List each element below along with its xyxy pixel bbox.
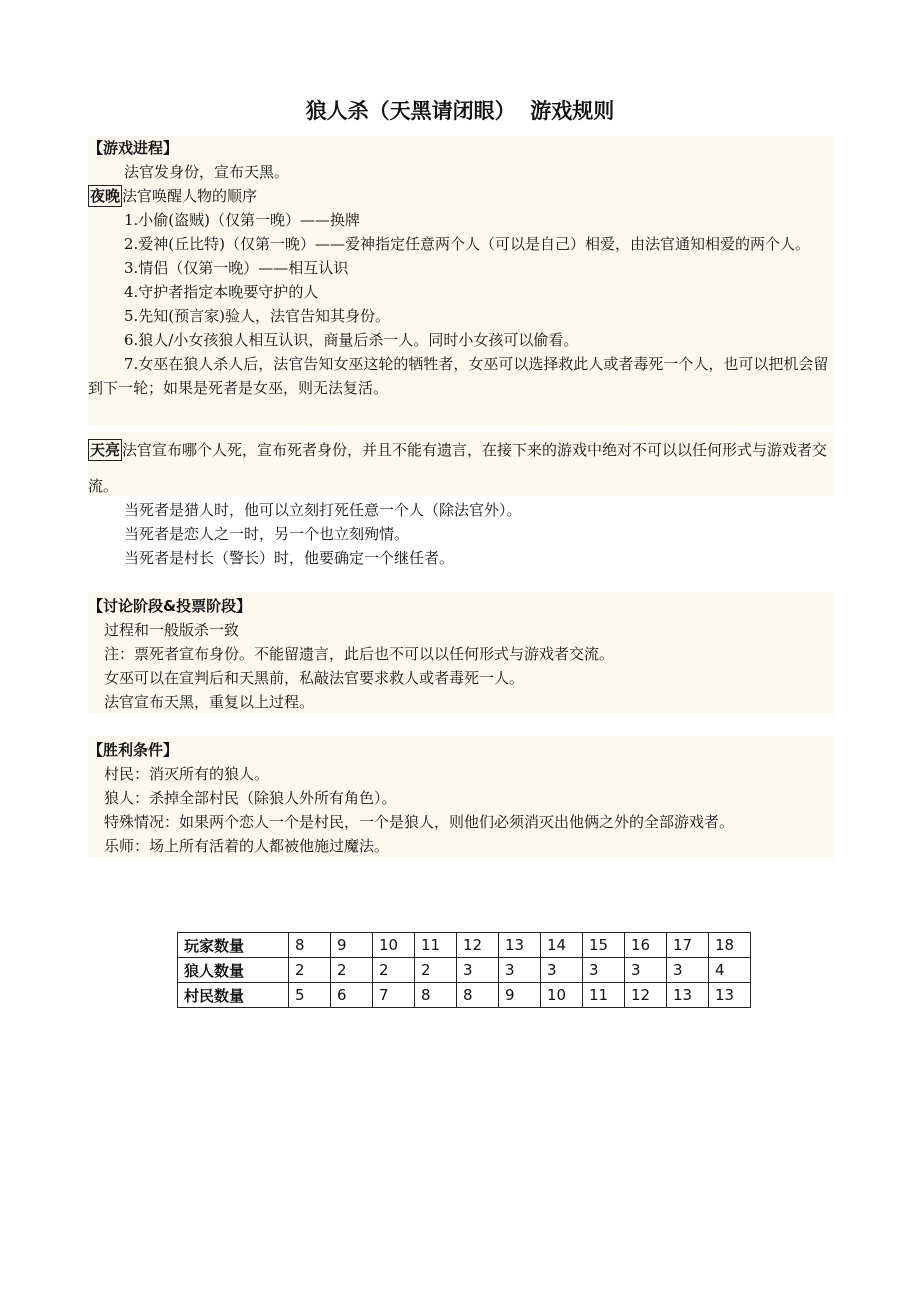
section-day <box>88 432 834 504</box>
table-cell: 2 <box>289 958 331 983</box>
night-step: 5.先知(预言家)验人，法官告知其身份。 <box>124 307 391 325</box>
table-cell: 3 <box>457 958 499 983</box>
table-cell: 3 <box>583 958 625 983</box>
row-label: 玩家数量 <box>178 933 289 958</box>
table-cell: 14 <box>541 933 583 958</box>
section-heading-discussion: 【讨论阶段&投票阶段】 <box>88 597 252 615</box>
night-step: 4.守护者指定本晚要守护的人 <box>124 283 319 301</box>
table-cell: 3 <box>499 958 541 983</box>
victory-line: 村民：消灭所有的狼人。 <box>104 765 270 783</box>
discussion-line: 注：票死者宣布身份。不能留遗言，此后也不可以以任何形式与游戏者交流。 <box>104 645 615 663</box>
section-day-rules <box>88 498 834 570</box>
table-cell: 8 <box>415 983 457 1008</box>
table-cell: 18 <box>709 933 751 958</box>
table-cell: 13 <box>709 983 751 1008</box>
discussion-line: 法官宣布天黑，重复以上过程。 <box>104 693 315 711</box>
table-row-players <box>178 933 751 958</box>
day-tag: 天亮 <box>90 441 121 459</box>
table-cell: 9 <box>331 933 373 958</box>
table-cell: 2 <box>373 958 415 983</box>
table-cell: 10 <box>541 983 583 1008</box>
row-label: 村民数量 <box>178 983 289 1008</box>
table-cell: 4 <box>709 958 751 983</box>
table-row-villagers <box>178 983 751 1008</box>
table-cell: 3 <box>625 958 667 983</box>
table-cell: 11 <box>583 983 625 1008</box>
table-cell: 16 <box>625 933 667 958</box>
table-cell: 10 <box>373 933 415 958</box>
table-row-wolves <box>178 958 751 983</box>
table-cell: 2 <box>331 958 373 983</box>
table-cell: 5 <box>289 983 331 1008</box>
table-cell: 8 <box>289 933 331 958</box>
night-step: 3.情侣（仅第一晚）——相互认识 <box>124 259 349 277</box>
table-cell: 9 <box>499 983 541 1008</box>
progress-intro: 法官发身份，宣布天黑。 <box>124 163 290 181</box>
victory-line: 特殊情况：如果两个恋人一个是村民，一个是狼人，则他们必须消灭出他俩之外的全部游戏者。 <box>104 813 735 831</box>
section-heading-progress: 【游戏进程】 <box>88 139 179 157</box>
table-cell: 13 <box>667 983 709 1008</box>
table-cell: 15 <box>583 933 625 958</box>
day-rule: 当死者是恋人之一时，另一个也立刻殉情。 <box>124 525 410 543</box>
table-cell: 8 <box>457 983 499 1008</box>
day-rule: 当死者是猎人时，他可以立刻打死任意一个人（除法官外）。 <box>124 501 522 519</box>
table-cell: 12 <box>625 983 667 1008</box>
night-step: 6.狼人/小女孩狼人相互认识，商量后杀一人。同时小女孩可以偷看。 <box>124 331 579 349</box>
night-step: 7.女巫在狼人杀人后，法官告知女巫这轮的牺牲者，女巫可以选择救此人或者毒死一个人，也可以把机会留到下一轮；如果是死者是女巫，则无法复活。 <box>88 355 829 397</box>
player-count-table <box>177 932 751 1008</box>
day-line <box>88 432 834 504</box>
section-heading-victory: 【胜利条件】 <box>88 741 179 759</box>
table-cell: 6 <box>331 983 373 1008</box>
day-text: 法官宣布哪个人死，宣布死者身份，并且不能有遗言，在接下来的游戏中绝对不可以以任何形式与游戏者交流。 <box>88 441 828 495</box>
page-title: 狼人杀（天黑请闭眼） 游戏规则 <box>305 99 615 123</box>
table-cell: 3 <box>541 958 583 983</box>
discussion-line: 过程和一般版杀一致 <box>104 621 240 639</box>
night-text: 法官唤醒人物的顺序 <box>122 187 258 205</box>
night-step: 2.爱神(丘比特)（仅第一晚）——爱神指定任意两个人（可以是自己）相爱，由法官通知相爱的两个人。 <box>124 235 811 253</box>
victory-line: 狼人：杀掉全部村民（除狼人外所有角色）。 <box>104 789 397 807</box>
row-label: 狼人数量 <box>178 958 289 983</box>
section-discussion <box>88 594 834 714</box>
table-cell: 3 <box>667 958 709 983</box>
victory-line: 乐师：场上所有活着的人都被他施过魔法。 <box>104 837 390 855</box>
night-line <box>88 184 834 208</box>
section-progress <box>88 136 834 400</box>
day-rule: 当死者是村长（警长）时，他要确定一个继任者。 <box>124 549 455 567</box>
night-tag: 夜晚 <box>90 187 121 205</box>
discussion-line: 女巫可以在宣判后和天黑前，私敲法官要求救人或者毒死一人。 <box>104 669 525 687</box>
table-cell: 11 <box>415 933 457 958</box>
table-cell: 17 <box>667 933 709 958</box>
section-victory <box>88 738 834 858</box>
table-cell: 7 <box>373 983 415 1008</box>
night-step: 1.小偷(盗贼)（仅第一晚）——换牌 <box>124 211 361 229</box>
table-cell: 12 <box>457 933 499 958</box>
table-cell: 13 <box>499 933 541 958</box>
table-cell: 2 <box>415 958 457 983</box>
